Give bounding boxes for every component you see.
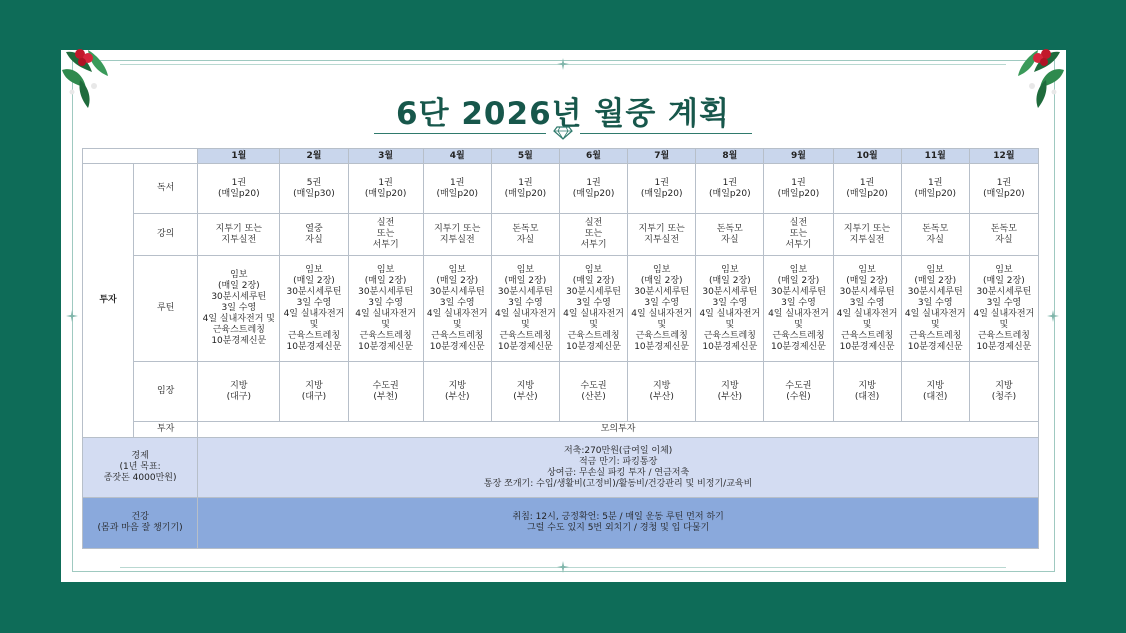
header-blank: [83, 149, 198, 164]
routine-row: [83, 256, 1039, 362]
reading-row: [83, 164, 1039, 214]
month-header: 5월: [491, 149, 559, 164]
lecture-cell: 돈독모 자실: [696, 214, 764, 256]
site-visit-cell: 수도권 (수원): [764, 362, 833, 422]
row-label-site-visit: 임장: [134, 362, 198, 422]
invest-category-label: 투자: [83, 164, 134, 438]
routine-cell: 임보 (매일 2장) 30분시세루틴 3일 수영 4일 실내자전거 및 근육스트레칭 10분경제신문: [764, 256, 833, 362]
row-label-reading: 독서: [134, 164, 198, 214]
reading-cell: 5권 (매일p30): [280, 164, 348, 214]
lecture-cell: 지투기 또는 지투실전: [423, 214, 491, 256]
routine-cell: 임보 (매일 2장) 30분시세루틴 3일 수영 4일 실내자전거 및 근육스트레칭 10분경제신문: [628, 256, 696, 362]
reading-cell: 1권 (매일p20): [348, 164, 423, 214]
title-rule-left: [374, 133, 546, 134]
reading-cell: 1권 (매일p20): [198, 164, 280, 214]
month-header: 11월: [901, 149, 969, 164]
site-visit-cell: 지방 (대전): [901, 362, 969, 422]
month-header: 2월: [280, 149, 348, 164]
routine-cell: 임보 (매일 2장) 30분시세루틴 3일 수영 4일 실내자전거 및 근육스트레칭 10분경제신문: [833, 256, 901, 362]
lecture-cell: 돈독모 자실: [491, 214, 559, 256]
reading-cell: 1권 (매일p20): [491, 164, 559, 214]
sparkle-icon: [66, 310, 78, 322]
month-header: 9월: [764, 149, 833, 164]
month-header: 10월: [833, 149, 901, 164]
lecture-cell: 실전 또는 서투기: [559, 214, 627, 256]
lecture-cell: 지투기 또는 지투실전: [833, 214, 901, 256]
health-row: [83, 498, 1039, 549]
sparkle-icon: [1047, 310, 1059, 322]
month-header: 7월: [628, 149, 696, 164]
health-label: 건강 (몸과 마음 잘 챙기기): [83, 498, 198, 549]
reading-cell: 1권 (매일p20): [559, 164, 627, 214]
site-visit-cell: 지방 (부산): [423, 362, 491, 422]
lecture-cell: 돈독모 자실: [969, 214, 1038, 256]
title-rule-right: [580, 133, 752, 134]
lecture-cell: 열중 자실: [280, 214, 348, 256]
routine-cell: 임보 (매일 2장) 30분시세루틴 3일 수영 4일 실내자전거 및 근육스트레칭 10분경제신문: [198, 256, 280, 362]
monthly-plan-table: [82, 148, 1039, 549]
site-visit-cell: 지방 (대구): [280, 362, 348, 422]
site-visit-cell: 수도권 (부천): [348, 362, 423, 422]
month-header-row: [83, 149, 1039, 164]
reading-cell: 1권 (매일p20): [901, 164, 969, 214]
month-header: 6월: [559, 149, 627, 164]
site-visit-cell: 지방 (대전): [833, 362, 901, 422]
lecture-cell: 돈독모 자실: [901, 214, 969, 256]
row-label-routine: 루틴: [134, 256, 198, 362]
investing-row: [83, 422, 1039, 438]
lecture-row: [83, 214, 1039, 256]
routine-cell: 임보 (매일 2장) 30분시세루틴 3일 수영 4일 실내자전거 및 근육스트레칭 10분경제신문: [696, 256, 764, 362]
lecture-cell: 지투기 또는 지투실전: [628, 214, 696, 256]
month-header: 3월: [348, 149, 423, 164]
investing-cell: 모의투자: [198, 422, 1039, 438]
reading-cell: 1권 (매일p20): [696, 164, 764, 214]
sparkle-icon: [557, 58, 569, 70]
lecture-cell: 지투기 또는 지투실전: [198, 214, 280, 256]
lecture-cell: 실전 또는 서투기: [764, 214, 833, 256]
row-label-lecture: 강의: [134, 214, 198, 256]
routine-cell: 임보 (매일 2장) 30분시세루틴 3일 수영 4일 실내자전거 및 근육스트레칭 10분경제신문: [280, 256, 348, 362]
sparkle-icon: [557, 561, 569, 573]
diamond-icon: [553, 126, 573, 140]
routine-cell: 임보 (매일 2장) 30분시세루틴 3일 수영 4일 실내자전거 및 근육스트레칭 10분경제신문: [559, 256, 627, 362]
economy-cell: 저축:270만원(급여일 이체) 적금 만기: 파킹통장 상여금: 무손실 파킹 투자 / 연금저축 통장 쪼개기: 수입/생활비(고정비)/활동비/건강관리 및 비정기/교육비: [198, 438, 1039, 498]
routine-cell: 임보 (매일 2장) 30분시세루틴 3일 수영 4일 실내자전거 및 근육스트레칭 10분경제신문: [348, 256, 423, 362]
routine-cell: 임보 (매일 2장) 30분시세루틴 3일 수영 4일 실내자전거 및 근육스트레칭 10분경제신문: [423, 256, 491, 362]
economy-row: [83, 438, 1039, 498]
month-header: 1월: [198, 149, 280, 164]
month-header: 8월: [696, 149, 764, 164]
economy-label: 경제 (1년 목표: 종잣돈 4000만원): [83, 438, 198, 498]
reading-cell: 1권 (매일p20): [628, 164, 696, 214]
routine-cell: 임보 (매일 2장) 30분시세루틴 3일 수영 4일 실내자전거 및 근육스트레칭 10분경제신문: [491, 256, 559, 362]
site-visit-cell: 지방 (대구): [198, 362, 280, 422]
site-visit-cell: 지방 (부산): [628, 362, 696, 422]
site-visit-cell: 수도권 (산본): [559, 362, 627, 422]
site-visit-cell: 지방 (부산): [696, 362, 764, 422]
reading-cell: 1권 (매일p20): [969, 164, 1038, 214]
site-visit-cell: 지방 (부산): [491, 362, 559, 422]
month-header: 4월: [423, 149, 491, 164]
reading-cell: 1권 (매일p20): [833, 164, 901, 214]
row-label-investing: 투자: [134, 422, 198, 438]
health-cell: 취침: 12시, 긍정확언: 5분 / 매일 운동 루틴 먼저 하기 그럴 수도 있지 5번 외치기 / 경청 및 입 다물기: [198, 498, 1039, 549]
site-visit-cell: 지방 (청주): [969, 362, 1038, 422]
lecture-cell: 실전 또는 서투기: [348, 214, 423, 256]
routine-cell: 임보 (매일 2장) 30분시세루틴 3일 수영 4일 실내자전거 및 근육스트레칭 10분경제신문: [901, 256, 969, 362]
reading-cell: 1권 (매일p20): [764, 164, 833, 214]
month-header: 12월: [969, 149, 1038, 164]
routine-cell: 임보 (매일 2장) 30분시세루틴 3일 수영 4일 실내자전거 및 근육스트레칭 10분경제신문: [969, 256, 1038, 362]
reading-cell: 1권 (매일p20): [423, 164, 491, 214]
site-visit-row: [83, 362, 1039, 422]
page-title: 6단 2026년 월중 계획: [396, 96, 730, 132]
